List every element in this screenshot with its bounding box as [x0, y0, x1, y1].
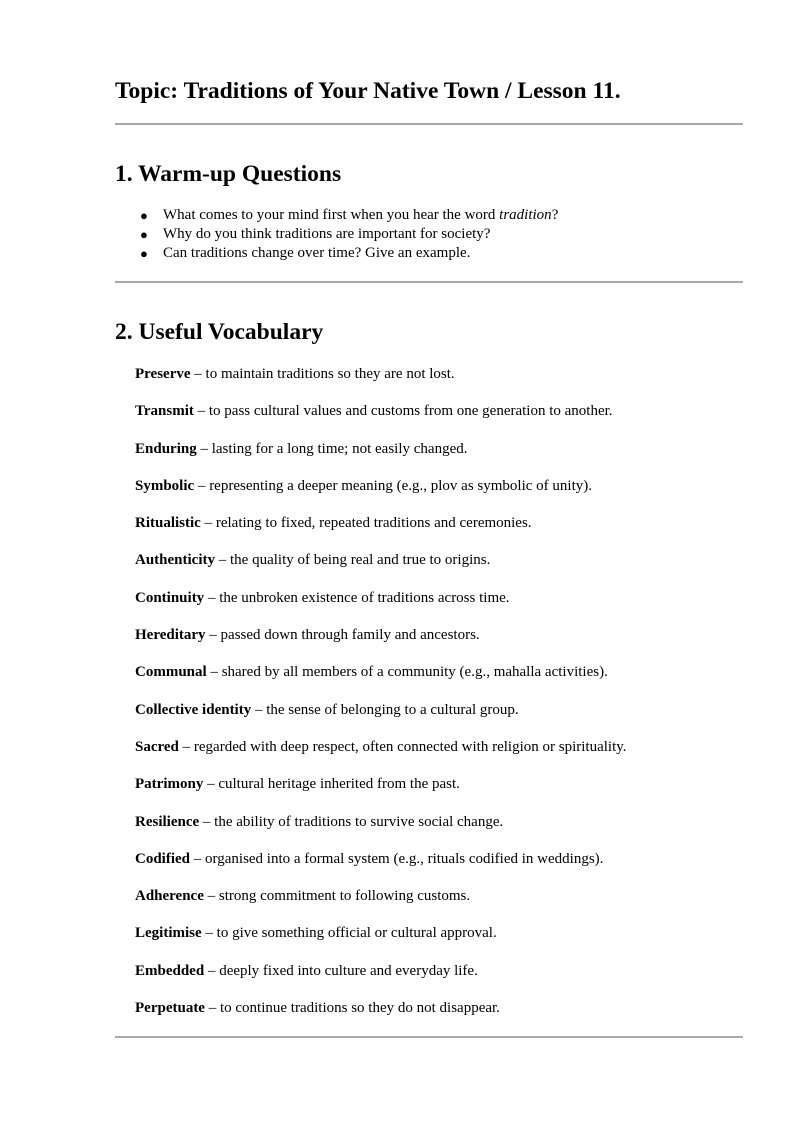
vocabulary-term: Communal: [135, 664, 207, 681]
vocabulary-item: [135, 365, 627, 402]
vocabulary-term: Hereditary: [135, 627, 206, 644]
warm-up-question-list: [115, 206, 558, 263]
vocabulary-list: [135, 365, 627, 1036]
vocabulary-term: Ritualistic: [135, 515, 201, 532]
vocabulary-term: Sacred: [135, 738, 179, 755]
vocabulary-definition: – the unbroken existence of traditions across time.: [204, 589, 510, 606]
vocabulary-item: [135, 514, 627, 551]
vocabulary-definition: – the sense of belonging to a cultural group.: [251, 701, 519, 718]
vocabulary-item: [135, 589, 627, 626]
bullet-icon: ●: [140, 208, 148, 223]
vocabulary-term: Embedded: [135, 962, 205, 979]
vocabulary-definition: – lasting for a long time; not easily changed.: [196, 440, 468, 457]
question-text: Can traditions change over time? Give an example.: [163, 245, 471, 261]
vocabulary-item: [135, 738, 627, 775]
vocabulary-item: [135, 402, 627, 439]
vocabulary-item: [135, 551, 627, 588]
vocabulary-item: [135, 663, 627, 700]
vocabulary-term: Enduring: [135, 440, 197, 457]
vocabulary-term: Continuity: [135, 589, 205, 606]
vocabulary-term: Preserve: [135, 366, 191, 382]
vocabulary-item: [135, 999, 627, 1036]
vocabulary-definition: – representing a deeper meaning (e.g., plov as symbolic of unity).: [194, 477, 592, 494]
vocabulary-term: Symbolic: [135, 477, 195, 494]
bullet-icon: ●: [140, 227, 148, 242]
divider: [115, 281, 743, 283]
vocabulary-term: Collective identity: [135, 701, 252, 718]
vocabulary-item: [135, 850, 627, 887]
vocabulary-definition: – to give something official or cultural approval.: [201, 925, 497, 942]
vocabulary-definition: – the ability of traditions to survive social change.: [199, 813, 504, 830]
vocabulary-item: [135, 813, 627, 850]
vocabulary-term: Perpetuate: [135, 1000, 205, 1017]
vocabulary-definition: – regarded with deep respect, often connected with religion or spirituality.: [178, 738, 627, 755]
vocabulary-item: [135, 775, 627, 812]
list-item: [115, 244, 558, 263]
vocabulary-definition: – the quality of being real and true to origins.: [215, 552, 491, 569]
vocabulary-definition: – cultural heritage inherited from the past.: [203, 776, 460, 793]
vocabulary-item: [135, 962, 627, 999]
vocabulary-definition: – passed down through family and ancestors.: [205, 627, 480, 644]
vocabulary-term: Adherence: [135, 888, 204, 905]
section-heading-vocabulary: 2. Useful Vocabulary: [115, 319, 324, 345]
vocabulary-term: Transmit: [135, 403, 194, 420]
vocabulary-definition: – shared by all members of a community (e.g., mahalla activities).: [206, 664, 608, 681]
question-text: Why do you think traditions are important for society?: [163, 226, 491, 242]
question-text: What comes to your mind first when you hear the word: [163, 207, 500, 223]
list-item: [115, 206, 558, 225]
emphasized-word: tradition: [499, 207, 552, 223]
list-item: [115, 225, 558, 244]
page-title: Topic: Traditions of Your Native Town / Lesson 11.: [115, 78, 621, 104]
vocabulary-definition: – to continue traditions so they do not disappear.: [204, 1000, 500, 1017]
section-heading-warm-up: 1. Warm-up Questions: [115, 161, 342, 187]
vocabulary-item: [135, 701, 627, 738]
vocabulary-item: [135, 924, 627, 961]
vocabulary-item: [135, 477, 627, 514]
question-text-end: ?: [551, 207, 559, 223]
vocabulary-term: Resilience: [135, 813, 200, 830]
vocabulary-definition: – to pass cultural values and customs from one generation to another.: [193, 403, 613, 420]
vocabulary-item: [135, 887, 627, 924]
vocabulary-term: Codified: [135, 850, 191, 867]
vocabulary-definition: – strong commitment to following customs.: [203, 888, 471, 905]
vocabulary-definition: – relating to fixed, repeated traditions and ceremonies.: [200, 515, 532, 532]
vocabulary-definition: – to maintain traditions so they are not lost.: [190, 366, 455, 382]
vocabulary-definition: – organised into a formal system (e.g., rituals codified in weddings).: [190, 850, 604, 867]
bullet-icon: ●: [140, 246, 148, 261]
vocabulary-term: Legitimise: [135, 925, 202, 942]
vocabulary-term: Authenticity: [135, 552, 215, 569]
vocabulary-item: [135, 626, 627, 663]
vocabulary-item: [135, 440, 627, 477]
divider: [115, 123, 743, 125]
vocabulary-definition: – deeply fixed into culture and everyday life.: [204, 962, 478, 979]
divider: [115, 1036, 743, 1038]
vocabulary-term: Patrimony: [135, 776, 204, 793]
